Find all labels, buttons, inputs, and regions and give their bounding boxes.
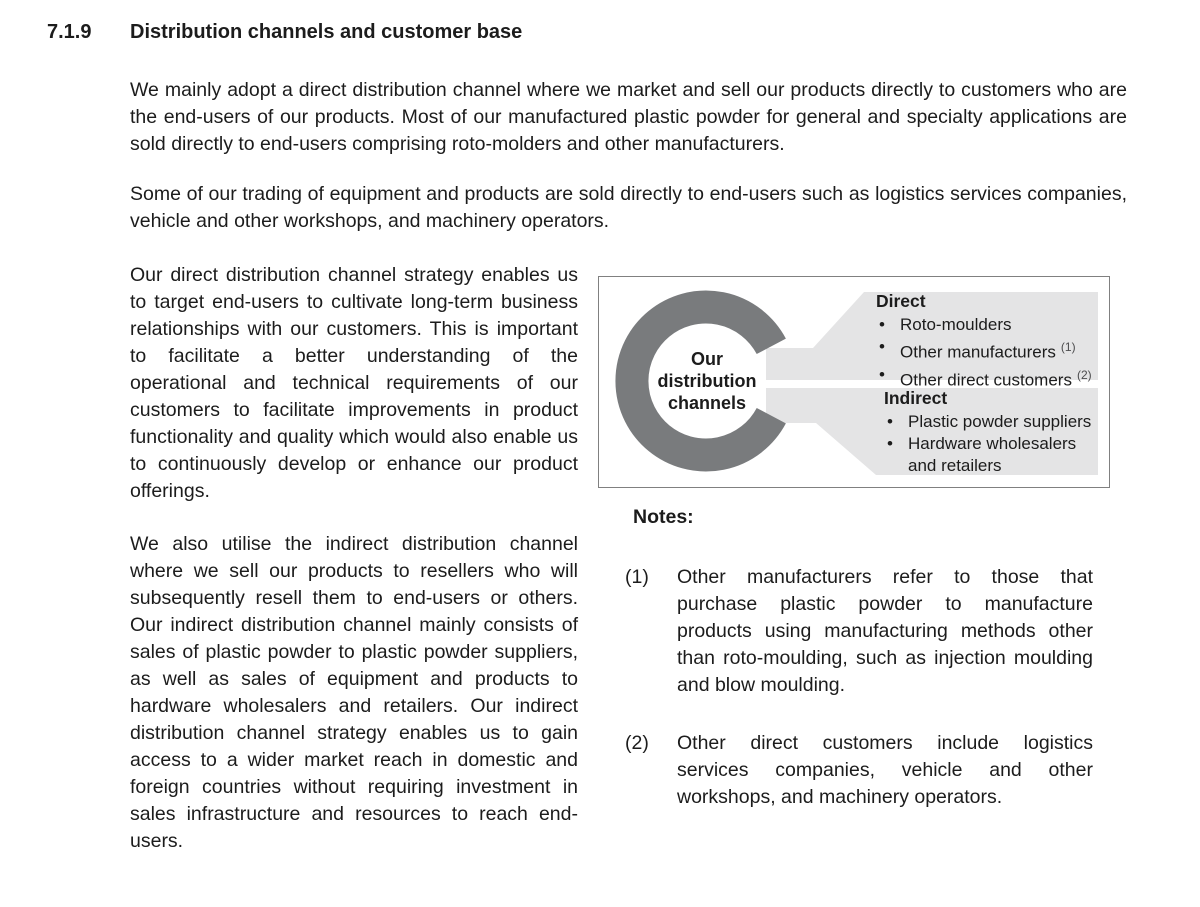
right-column (578, 262, 1127, 853)
footnote-ref: (1) (1060, 340, 1076, 354)
direct-channel-title: Direct (876, 291, 926, 311)
paragraph-trading-sales: Some of our trading of equipment and products are sold directly to end-users such as logistics services companies, vehicle and other workshops, and machinery operators. (130, 183, 1127, 232)
document-body (130, 77, 1127, 855)
section-number: 7.1.9 (47, 21, 92, 43)
paragraph-indirect-strategy: We also utilise the indirect distribution channel where we sell our products to resellers who will subsequently resell them to end-users or others. Our indirect distribution channel mainly consists of sales of plastic powder to plastic powder suppliers, as well as sales of equipment and products to hardware wholesalers and retailers. Our indirect distribution channel strategy enables us to gain access to a wider market reach in domestic and foreign countries without requiring investment in sales infrastructure and resources to reach end-users. (130, 533, 578, 852)
notes-section (598, 504, 1127, 811)
footnote-ref: (2) (1076, 367, 1092, 382)
note-number: (1) (625, 566, 649, 588)
bullet-item (884, 411, 1106, 433)
section-title: Distribution channels and customer base (130, 21, 523, 43)
two-column-section (130, 262, 1127, 855)
diagram-center-label: Our distribution channels (657, 349, 757, 413)
bullet-label: Roto-moulders (900, 315, 1012, 334)
indirect-channel-list (884, 411, 1106, 477)
note-item-1 (625, 564, 1093, 699)
note-text: Other direct customers include logistics services companies, vehicle and other workshops, and machinery operators. (677, 732, 1093, 808)
indirect-channel-title: Indirect (884, 388, 948, 408)
note-item-2 (625, 730, 1093, 811)
bullet-label: Hardware wholesalers and retailers (908, 434, 1077, 475)
bullet-label: Other manufacturers (900, 342, 1056, 362)
notes-heading: Notes: (633, 506, 694, 528)
direct-channel-group (876, 290, 1098, 391)
bullet-label: Other direct customers (900, 370, 1072, 390)
bullet-item (876, 314, 1098, 336)
note-text: Other manufacturers refer to those that purchase plastic powder to manufacture products using manufacturing methods other than roto-moulding, such as injection moulding and blow moulding. (677, 566, 1093, 696)
bullet-label: Plastic powder suppliers (908, 412, 1092, 431)
paragraph-direct-strategy: Our direct distribution channel strategy enables us to target end-users to cultivate long-term business relationships with our customers. This is important to facilitate a better understanding of the operational and technical requirements of our customers to facilitate improvements in product functionality and quality which would also enable us to continuously develop or enhance our product offerings. (130, 264, 578, 502)
bullet-item (884, 433, 1106, 477)
distribution-channels-diagram (598, 276, 1110, 488)
section-heading (0, 0, 1200, 44)
note-number: (2) (625, 732, 649, 754)
direct-channel-list (876, 314, 1098, 391)
indirect-channel-group (884, 387, 1106, 477)
paragraph-direct-channel-intro: We mainly adopt a direct distribution channel where we market and sell our products directly to customers who are the end-users of our products. Most of our manufactured plastic powder for general and specialty applications are sold directly to end-users comprising roto-molders and other manufacturers. (130, 79, 1127, 155)
bullet-item (876, 336, 1098, 364)
